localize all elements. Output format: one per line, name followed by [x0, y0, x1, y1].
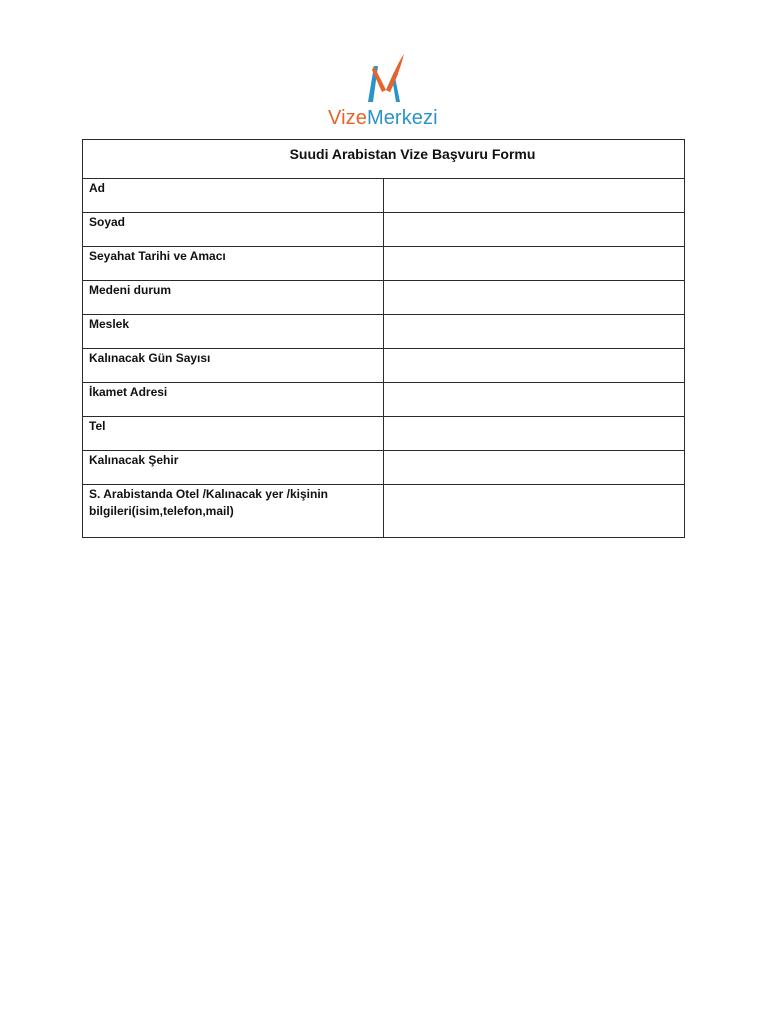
visa-application-form	[82, 139, 685, 538]
form-row-travel-date-purpose	[83, 247, 685, 281]
field-input-stay-days[interactable]	[384, 349, 685, 383]
field-label: Tel	[83, 417, 384, 451]
field-label: Kalınacak Şehir	[83, 451, 384, 485]
form-row-accommodation-info	[83, 485, 685, 538]
field-input-phone[interactable]	[384, 417, 685, 451]
form-row-marital-status	[83, 281, 685, 315]
logo-text-vize: Vize	[328, 107, 367, 129]
field-label: Ad	[83, 179, 384, 213]
form-row-soyad	[83, 213, 685, 247]
form-title: Suudi Arabistan Vize Başvuru Formu	[289, 146, 536, 162]
field-label: Kalınacak Gün Sayısı	[83, 349, 384, 383]
field-input-soyad[interactable]	[384, 213, 685, 247]
form-row-occupation	[83, 315, 685, 349]
form-row-phone	[83, 417, 685, 451]
m-logo-icon	[364, 52, 408, 106]
field-input-travel-date-purpose[interactable]	[384, 247, 685, 281]
form-title-cell	[83, 140, 685, 179]
form-row-stay-city	[83, 451, 685, 485]
form-row-stay-days	[83, 349, 685, 383]
field-input-residence-address[interactable]	[384, 383, 685, 417]
vize-merkezi-logo	[328, 52, 450, 132]
logo-text-merkezi: Merkezi	[366, 107, 438, 129]
form-row-residence-address	[83, 383, 685, 417]
field-label: Seyahat Tarihi ve Amacı	[83, 247, 384, 281]
form-title-row	[83, 140, 685, 179]
logo-wordmark	[328, 106, 438, 130]
field-label: Soyad	[83, 213, 384, 247]
field-label: Meslek	[83, 315, 384, 349]
field-input-marital-status[interactable]	[384, 281, 685, 315]
field-label: Medeni durum	[83, 281, 384, 315]
field-label: İkamet Adresi	[83, 383, 384, 417]
field-label: S. Arabistanda Otel /Kalınacak yer /kişinin bilgileri(isim,telefon,mail)	[83, 485, 384, 538]
field-input-accommodation-info[interactable]	[384, 485, 685, 538]
field-input-occupation[interactable]	[384, 315, 685, 349]
field-input-ad[interactable]	[384, 179, 685, 213]
form-row-ad	[83, 179, 685, 213]
field-input-stay-city[interactable]	[384, 451, 685, 485]
